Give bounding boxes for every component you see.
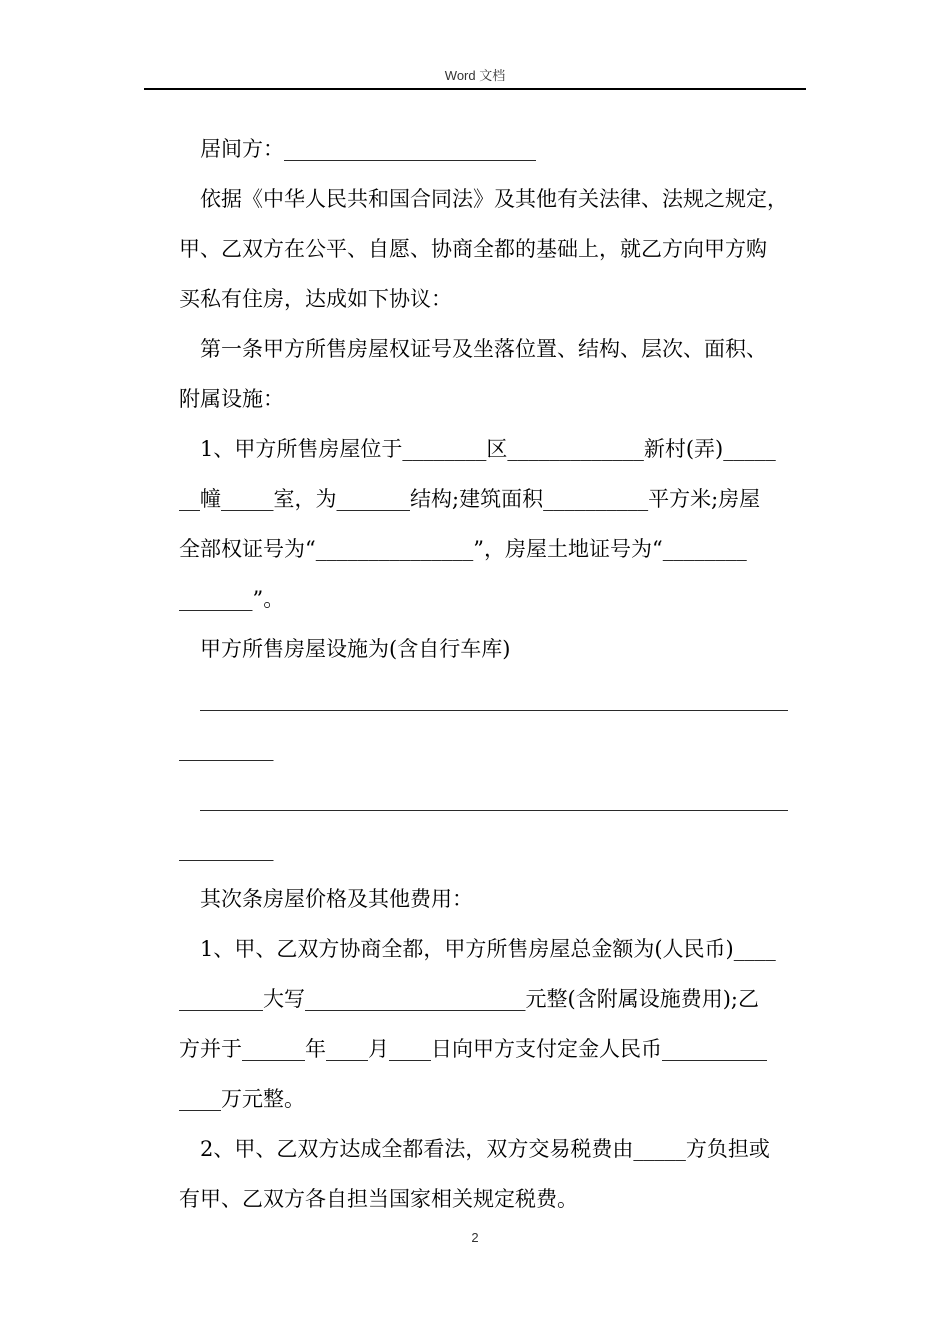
paragraph-line: _______”。 [179, 587, 285, 611]
page-header [144, 66, 806, 90]
blank-fill-line: _________ [179, 837, 274, 861]
intermediary-line: 居间方：________________________ [200, 137, 536, 161]
paragraph-line: 有甲、乙双方各自担当国家相关规定税费。 [179, 1187, 578, 1211]
blank-fill-line: ________________________________________________________ [200, 687, 788, 711]
paragraph-line: 全部权证号为“_______________”，房屋土地证号为“________ [179, 537, 747, 561]
blank-fill-line: ________________________________________________________ [200, 787, 788, 811]
header-title: Word 文档 [444, 68, 506, 83]
paragraph-line: ________大写_____________________元整(含附属设施费用);乙 [179, 987, 759, 1011]
blank-fill-line: _________ [179, 737, 274, 761]
paragraph-line: 方并于______年____月____日向甲方支付定金人民币__________ [179, 1037, 767, 1061]
paragraph-line: ____万元整。 [179, 1087, 305, 1111]
paragraph-line: 附属设施： [179, 387, 284, 411]
article-heading: 其次条房屋价格及其他费用： [200, 887, 473, 911]
paragraph-line: 买私有住房，达成如下协议： [179, 287, 452, 311]
paragraph-line: 甲、乙双方在公平、自愿、协商全都的基础上，就乙方向甲方购 [179, 237, 767, 261]
paragraph-line: 1、甲方所售房屋位于________区_____________新村(弄)_____ [200, 437, 776, 461]
article-heading: 第一条甲方所售房屋权证号及坐落位置、结构、层次、面积、 [200, 337, 767, 361]
paragraph-line: 依据《中华人民共和国合同法》及其他有关法律、法规之规定， [200, 187, 788, 211]
paragraph-line: __幢_____室，为_______结构;建筑面积__________平方米;房屋 [179, 487, 761, 511]
document-body [179, 124, 803, 1224]
paragraph-line: 1、甲、乙双方协商全都，甲方所售房屋总金额为(人民币)____ [200, 937, 776, 961]
paragraph-line: 2、甲、乙双方达成全都看法，双方交易税费由_____方负担或 [200, 1137, 770, 1161]
page-number: 2 [471, 1230, 479, 1245]
paragraph-line: 甲方所售房屋设施为(含自行车库) [200, 637, 511, 661]
